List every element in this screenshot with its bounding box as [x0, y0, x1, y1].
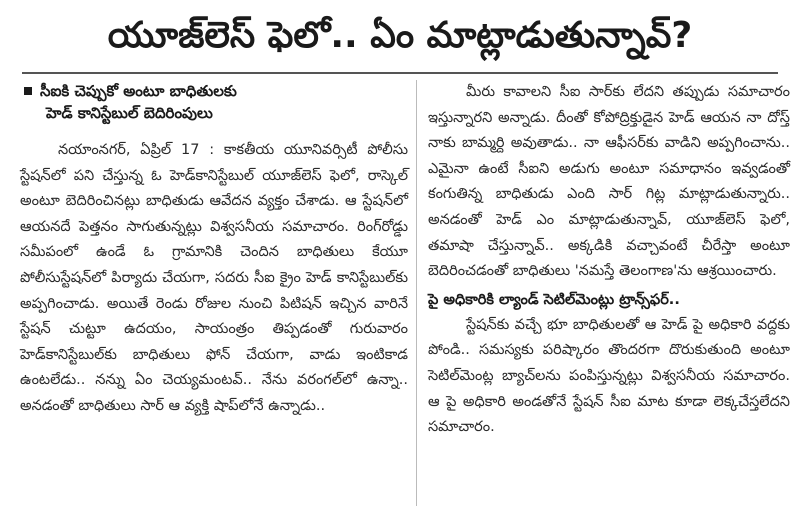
subheadline-line-2: హెడ్ కానిస్టేబుల్ బెదిరింపులు [46, 104, 213, 122]
subheadline-line-1: సీఐకి చెప్పుకో అంటూ బాధితులకు [40, 82, 237, 100]
right-body-text-2: స్టేషన్‌కు వచ్చే భూ బాధితులతో ఆ హెడ్ పై అధికారి వద్దకు పోండి.. సమస్యకు పరిష్కారం తొందరగా దొరుకుతుంది అంటూ సెటిల్‌మెంట్ల బ్యాచ్‌లను పంపిస్తున్నట్లు విశ్వసనీయ సమాచారం. ఆ పై అధికారి అండతోనే స్టేషన్ సీఐ మాట కూడా లెక్కచేస్తలేదని సమాచారం. [428, 316, 790, 436]
left-column [20, 80, 408, 434]
headline: యూజ్‌లెస్ ఫెలో.. ఏం మాట్లాడుతున్నావ్? [107, 15, 693, 56]
left-body-text: నయాంనగర్, ఏప్రిల్ 17 : కాకతీయ యూనివర్సిటీ పోలీసు స్టేషన్‌లో పని చేస్తున్న ఓ హెడ్‌కానిస్టేబుల్ యూజ్‌లెస్ ఫెలో, రాస్కెల్ అంటూ బెదిరించినట్లు బాధితుడు ఆవేదన వ్యక్తం చేశాడు. ఆ స్టేషన్‌లో ఆయనదే పెత్తనం సాగుతున్నట్లు విశ్వసనీయ సమాచారం. రింగ్‌రోడ్డు సమీపంలో ఉండే ఓ గ్రామానికి చెందిన బాధితులు కేయూ పోలీసుస్టేషన్‌లో పిర్యాదు చేయగా, సదరు సీఐ క్రైం హెడ్ కానిస్టేబుల్‌కు అప్పగించాడు. అయితే రెండు రోజుల నుంచి పిటిషన్ ఇచ్చిన వారినే స్టేషన్ చుట్టూ ఉదయం, సాయంత్రం తిప్పడంతో గురువారం హెడ్‌కానిస్టేబుల్‌కు బాధితులు ఫోన్ చేయగా, వాడు ఇంటికాడ ఉంటలేడు.. నన్ను ఏం చెయ్యమంటవ్.. నేను వరంగల్‌లో ఉన్నా.. అనడంతో బాధితులు సార్ ఆ వ్యక్తి షాప్‌లోనే ఉన్నాడు.. [20, 142, 408, 414]
right-column [428, 80, 790, 441]
column-divider [416, 80, 417, 506]
headline-rule [22, 72, 778, 74]
crosshead: పై అధికారికి ల్యాండ్ సెటిల్‌మెంట్లు ట్రాన్స్‌ఫర్.. [428, 291, 680, 308]
subheadline [20, 80, 408, 124]
bullet-square-icon [24, 87, 32, 95]
right-body-text-1: మీరు కావాలని సీఐ సార్‌కు లేదని తప్పుడు సమాచారం ఇస్తున్నారని అన్నాడు. దీంతో కోపోద్రిక్తుడైన హెడ్ ఆయన నా దోస్త్ నాకు బామ్మర్ది అవుతాడు.. నా ఆఫీసర్‌కు వాడిని అప్పగించాను.. ఎమైనా ఉంటే సీఐని అడుగు అంటూ సమాధానం ఇవ్వడంతో కంగుతిన్న బాధితుడు ఎంది సార్ గిట్ల మాట్లాడుతున్నారు.. అనడంతో హెడ్ ఎం మాట్లాడుతున్నావ్, యూజ్‌లెస్ ఫెలో, తమాషా చేస్తున్నావ్.. అక్కడికి వచ్చావంటే చీరేస్తా అంటూ బెదిరించడంతో బాధితులు 'నమస్తే తెలంగాణ'ను ఆశ్రయించారు. [428, 84, 790, 280]
